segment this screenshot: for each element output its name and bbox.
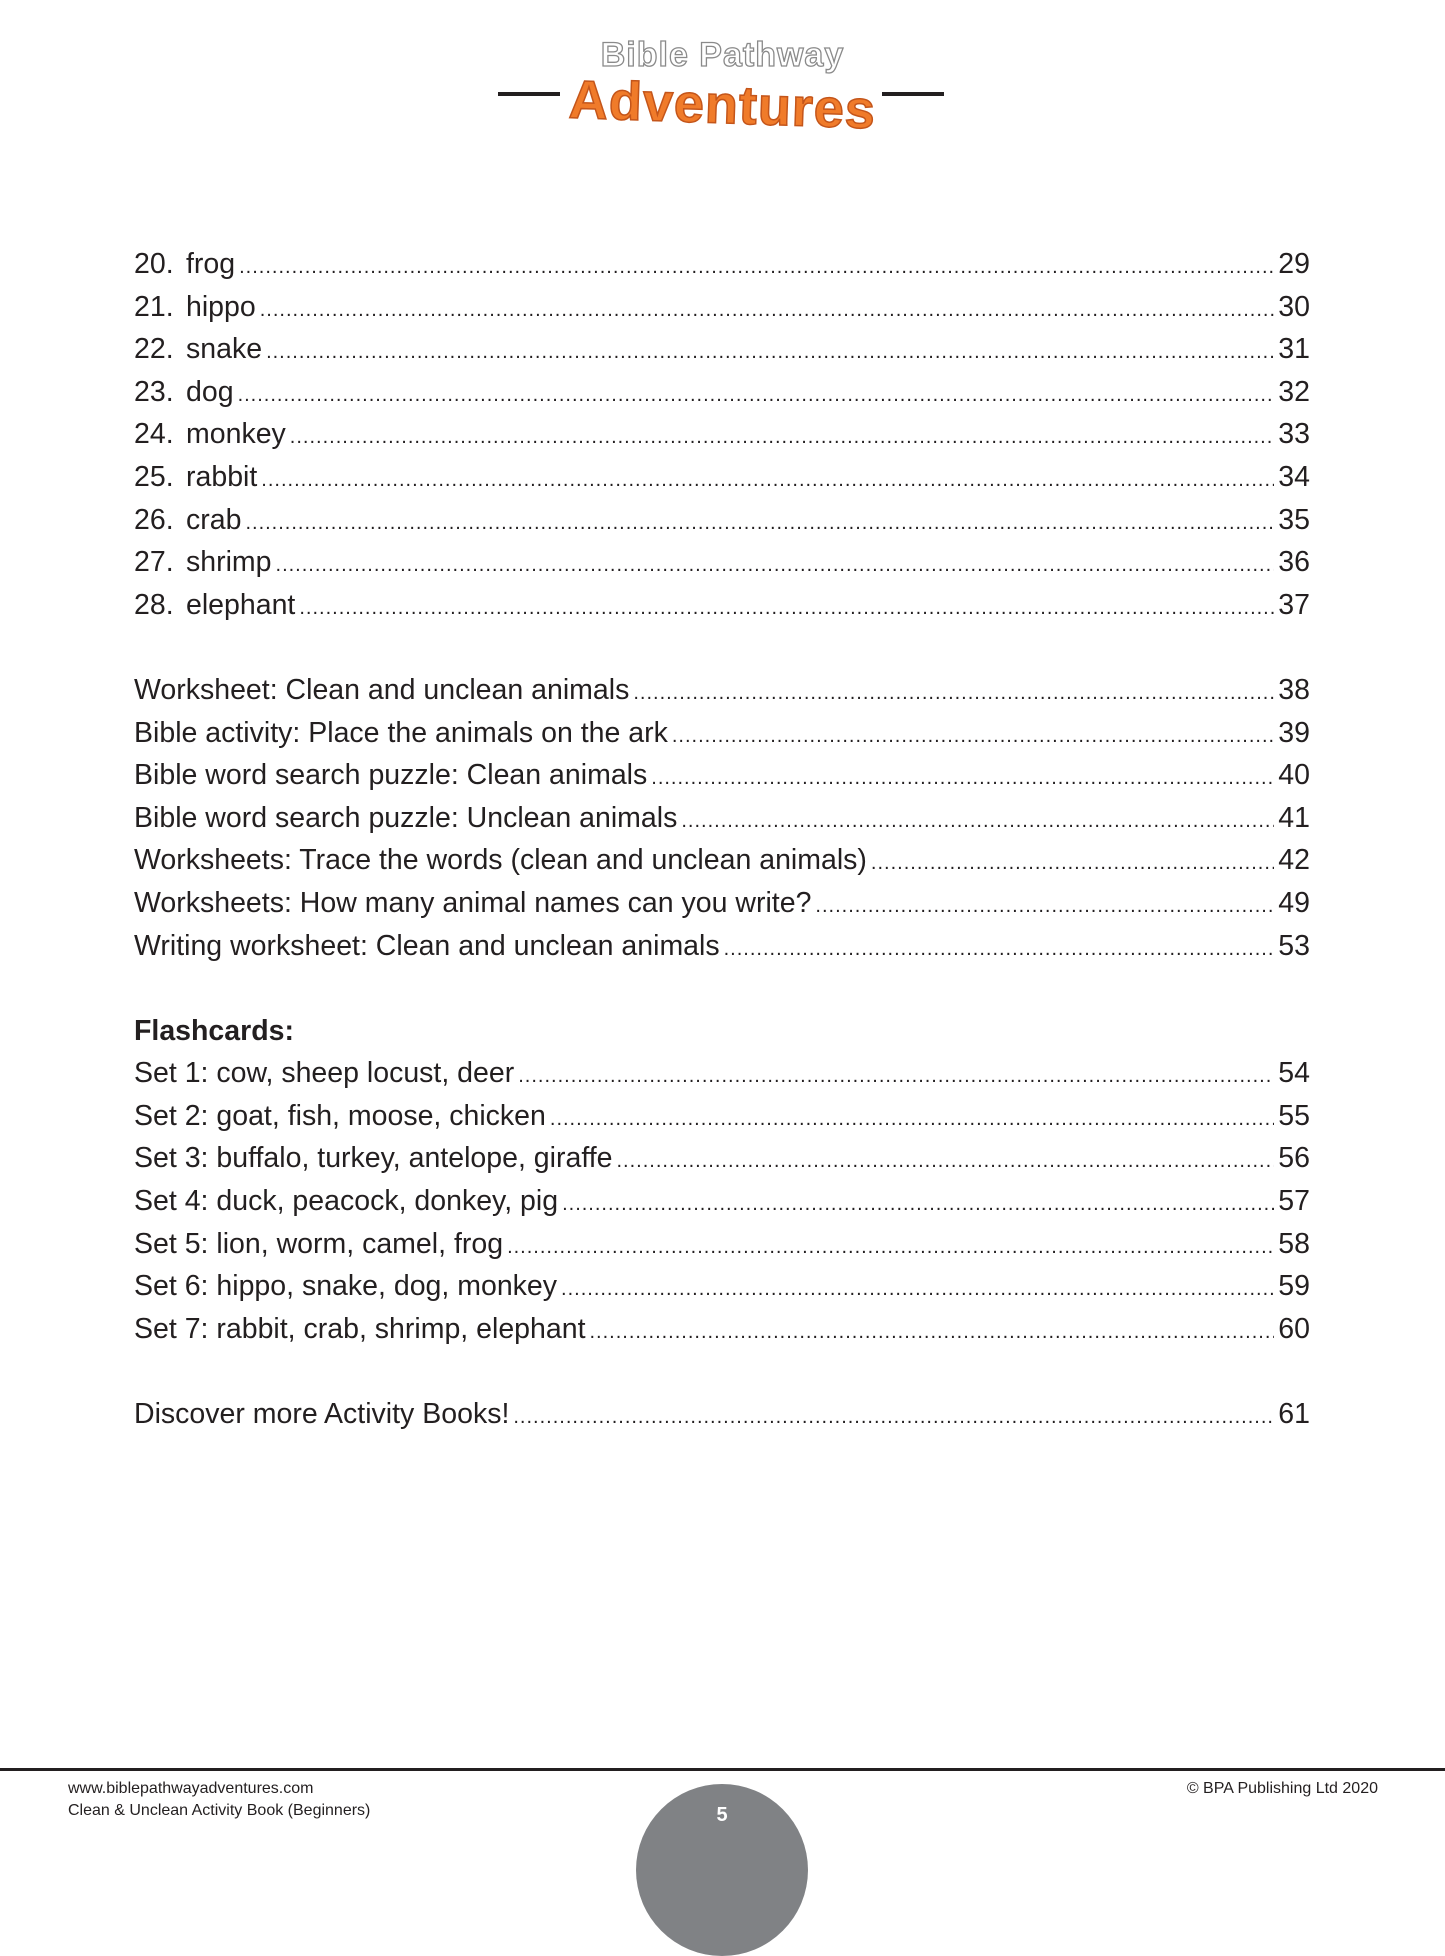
dot-leader [238,374,1275,417]
copyright: © BPA Publishing Ltd 2020 [1186,1780,1378,1797]
entry-label: Set 5: lion, worm, camel, frog [134,1227,504,1260]
entry-page: 41 [1278,801,1310,834]
dot-leader [562,1183,1274,1226]
toc-entry[interactable] [134,286,1310,329]
toc-entry[interactable] [134,1223,1310,1266]
entry-label: Bible word search puzzle: Unclean animals [134,801,678,834]
book-title: Clean & Unclean Activity Book (Beginners) [68,1802,371,1819]
dot-leader [266,331,1274,374]
logo-top-text: Bible Pathway [600,36,845,74]
entry-number: 22. [134,333,174,366]
entry-number: 27. [134,546,174,579]
dot-leader [681,800,1274,843]
entry-number: 23. [134,375,174,408]
entry-label: Worksheets: Trace the words (clean and unclean animals) [134,844,867,877]
entry-page: 57 [1278,1185,1310,1218]
entry-page: 59 [1278,1270,1310,1303]
entry-page: 36 [1278,546,1310,579]
entry-label: dog [186,375,234,408]
logo-main-text: Adventures [567,69,878,141]
entry-label: Set 3: buffalo, turkey, antelope, giraffe [134,1142,613,1175]
entry-page: 32 [1278,375,1310,408]
entry-label: Worksheet: Clean and unclean animals [134,673,630,706]
entry-page: 29 [1278,248,1310,280]
toc-entry[interactable] [134,584,1310,627]
dot-leader [513,1396,1274,1439]
entry-label: hippo [186,290,256,323]
website-link[interactable]: www.biblepathwayadventures.com [68,1780,314,1797]
toc-entry[interactable] [134,1308,1310,1351]
worksheets-section [134,669,1310,967]
toc-entry[interactable] [134,328,1310,371]
entry-label: snake [186,333,263,366]
entry-number: 26. [134,503,174,536]
entry-label: Discover more Activity Books! [134,1398,510,1431]
flashcards-heading: Flashcards: [134,1014,294,1047]
entry-page: 53 [1278,929,1310,962]
dot-leader [724,928,1275,971]
dot-leader [550,1098,1274,1141]
spacer [134,1350,1310,1393]
toc-entry[interactable] [134,1265,1310,1308]
entry-label: Set 4: duck, peacock, donkey, pig [134,1185,559,1218]
entry-label: shrimp [186,546,272,579]
toc-entry[interactable] [134,413,1310,456]
dot-leader [815,885,1274,928]
entry-page: 56 [1278,1142,1310,1175]
entry-page: 30 [1278,290,1310,323]
entry-page: 37 [1278,588,1310,621]
toc-entry[interactable] [134,456,1310,499]
entry-label: monkey [186,418,286,451]
entry-number: 25. [134,460,174,493]
dot-leader [633,672,1274,715]
footer-rule [0,1768,1445,1771]
entry-page: 40 [1278,759,1310,792]
dot-leader [590,1311,1275,1354]
toc-entry-discover[interactable] [134,1393,1310,1436]
entry-label: Set 2: goat, fish, moose, chicken [134,1099,546,1132]
entry-label: frog [186,248,236,280]
dot-leader [239,246,1274,289]
entry-label: Bible word search puzzle: Clean animals [134,759,648,792]
entry-label: rabbit [186,460,258,493]
toc-entry[interactable] [134,925,1310,968]
toc-entry[interactable] [134,754,1310,797]
toc-entry[interactable] [134,499,1310,542]
header [0,30,1445,140]
toc-entry[interactable] [134,882,1310,925]
dot-leader [651,757,1274,800]
dot-leader [672,715,1274,758]
toc-entry[interactable] [134,1137,1310,1180]
toc-entry[interactable] [134,541,1310,584]
toc-entry[interactable] [134,797,1310,840]
entry-page: 61 [1278,1398,1310,1431]
entry-label: Set 7: rabbit, crab, shrimp, elephant [134,1312,586,1345]
entry-number: 21. [134,290,174,323]
toc-entry[interactable] [134,1095,1310,1138]
animals-section [134,243,1310,626]
entry-page: 54 [1278,1057,1310,1090]
toc-entry[interactable] [134,371,1310,414]
flashcards-section [134,1010,1310,1351]
entry-label: Bible activity: Place the animals on the ark [134,716,668,749]
entry-page: 49 [1278,886,1310,919]
table-of-contents [134,243,1310,1436]
entry-label: crab [186,503,242,536]
entry-label: Set 6: hippo, snake, dog, monkey [134,1270,558,1303]
footer-left [68,1778,370,1822]
dot-leader [290,416,1275,459]
entry-page: 55 [1278,1099,1310,1132]
dot-leader [617,1140,1275,1183]
entry-page: 39 [1278,716,1310,749]
dot-leader [518,1055,1274,1098]
entry-page: 33 [1278,418,1310,451]
toc-entry[interactable] [134,243,1310,286]
entry-label: Set 1: cow, sheep locust, deer [134,1057,515,1090]
dot-leader [245,502,1274,545]
dot-leader [507,1226,1274,1269]
entry-page: 31 [1278,333,1310,366]
toc-entry[interactable] [134,669,1310,712]
entry-page: 60 [1278,1312,1310,1345]
entry-number: 20. [134,248,174,280]
toc-entry[interactable] [134,712,1310,755]
entry-page: 58 [1278,1227,1310,1260]
dot-leader [299,587,1274,630]
entry-page: 38 [1278,673,1310,706]
toc-entry[interactable] [134,1180,1310,1223]
toc-entry[interactable] [134,839,1310,882]
dot-leader [261,459,1274,502]
dot-leader [276,544,1275,587]
entry-label: elephant [186,588,296,621]
dot-leader [871,842,1274,885]
entry-page: 35 [1278,503,1310,536]
entry-page: 34 [1278,460,1310,493]
spacer [134,626,1310,669]
dot-leader [260,289,1275,332]
entry-number: 28. [134,588,174,621]
entry-label: Writing worksheet: Clean and unclean animals [134,929,720,962]
toc-entry[interactable] [134,1052,1310,1095]
spacer [134,967,1310,1010]
entry-label: Worksheets: How many animal names can you write? [134,886,812,919]
page-number: 5 [716,1804,728,1826]
entry-number: 24. [134,418,174,451]
dot-leader [561,1268,1274,1311]
entry-page: 42 [1278,844,1310,877]
